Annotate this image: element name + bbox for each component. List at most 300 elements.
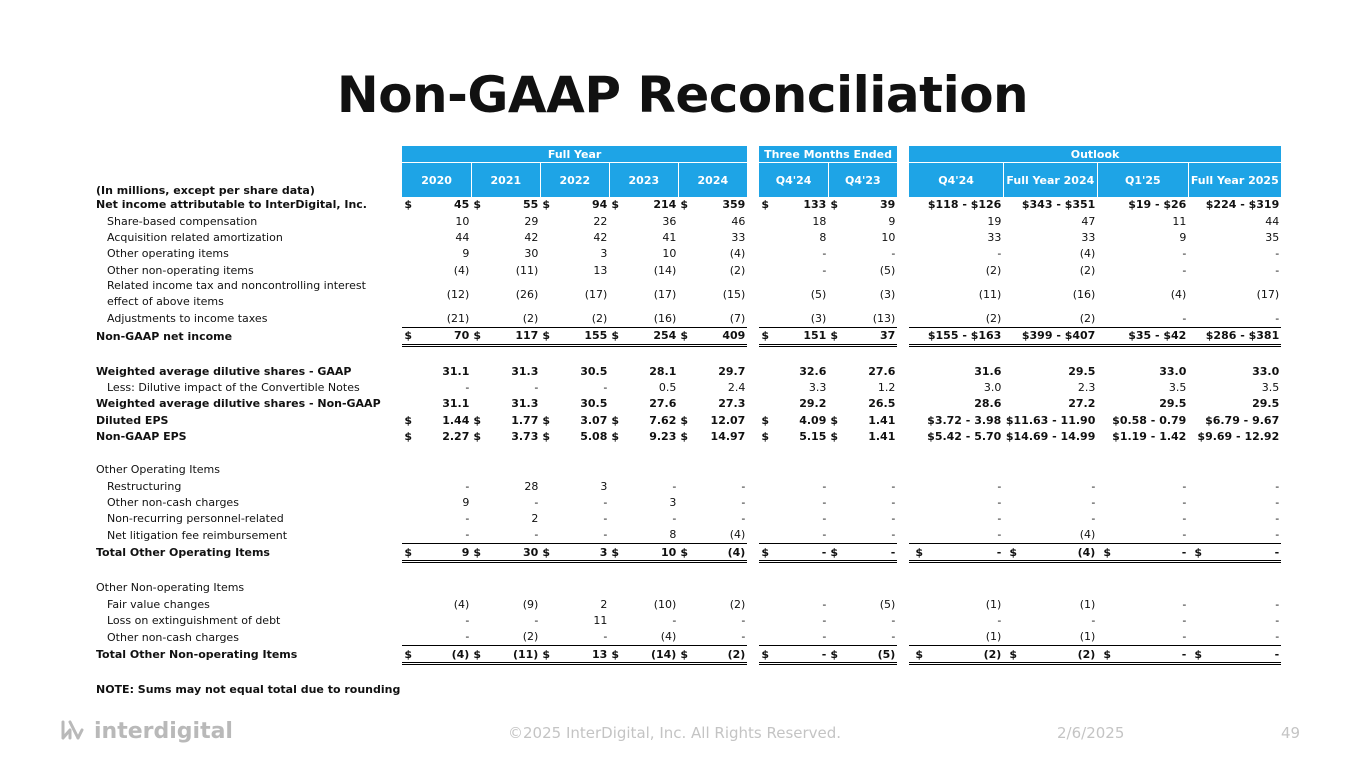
cell-value: - [534,613,539,627]
currency-symbol [678,379,692,395]
cell-value: 94 [592,198,608,212]
outlook-value: 19 [987,214,1002,228]
currency-symbol [471,612,485,628]
outlook-value: - [1091,479,1096,493]
column-gap [897,596,909,612]
cell-value: 3.3 [808,381,827,395]
outlook-value: - [1275,613,1280,627]
group-header-gap [897,146,909,163]
cell-value: (17) [584,287,608,301]
row-label [90,562,402,580]
outlook-value: - [1182,311,1187,325]
cell-value: 9.23 [649,430,677,443]
column-gap [897,363,909,379]
outlook-value: $19 - $26 [1128,198,1187,212]
outlook-value: (16) [1072,287,1096,301]
cell-value: - [603,495,608,509]
column-gap [747,363,759,379]
cell-value: 55 [523,198,539,212]
currency-symbol [678,527,692,544]
currency-symbol [540,396,554,412]
cell-value: 14.97 [710,430,746,443]
cell-value: (2) [591,311,608,325]
cell-value: - [672,512,677,526]
outlook-value: - [997,495,1002,509]
cell-value: 1.2 [877,381,896,395]
currency-symbol [759,478,773,494]
cell-value: 8 [669,528,677,542]
currency-symbol: $ [1103,545,1111,559]
cell-value: 30.5 [580,397,608,411]
outlook-value: 33.0 [1159,364,1187,378]
currency-symbol [828,379,842,395]
currency-symbol: $ [540,645,554,663]
cell-value: 117 [485,327,540,345]
cell-value: - [741,630,746,644]
currency-symbol [678,213,692,229]
table-row [90,478,1281,494]
cell-value: - [603,528,608,542]
currency-symbol [609,278,623,310]
currency-symbol: $ [471,327,485,345]
row-label: Other Non-operating Items [96,581,245,595]
cell-value: (2) [729,263,746,277]
currency-symbol [471,511,485,527]
cell-value: (3) [879,287,896,301]
currency-symbol: $ [680,198,688,212]
row-label: Weighted average dilutive shares - GAAP [96,364,352,378]
currency-symbol [540,612,554,628]
currency-symbol [828,494,842,510]
table-row [90,445,1281,462]
cell-value: (14) [623,645,678,663]
outlook-value: - [1275,311,1280,325]
outlook-value: (1) [1079,630,1096,644]
group-header-row [90,146,1281,163]
outlook-value: - [1275,630,1280,644]
cell-value: 133 [803,198,827,212]
currency-symbol: $ [473,413,481,427]
cell-value: 1.77 [511,413,539,427]
column-header-row [90,163,1281,197]
currency-symbol [402,629,416,646]
outlook-value: 3.5 [1168,381,1187,395]
cell-value: (4) [453,263,470,277]
cell-value: - [534,381,539,395]
currency-symbol [759,229,773,245]
column-gap [897,645,909,663]
row-empty-cells [402,664,1281,682]
currency-symbol: $ [540,327,554,345]
currency-symbol [828,629,842,646]
table-row [90,213,1281,229]
interdigital-logo-icon [60,718,90,744]
outlook-value: - [1275,263,1280,277]
currency-symbol [759,278,773,310]
cell-value: 46 [731,214,746,228]
cell-value: (14) [653,263,677,277]
currency-symbol [402,246,416,262]
currency-symbol [609,379,623,395]
cell-value: 70 [416,327,471,345]
column-gap [897,494,909,510]
cell-value: 3 [554,544,609,562]
cell-value: - [603,381,608,395]
currency-symbol: $ [830,198,838,212]
cell-value: 2.4 [727,381,746,395]
currency-symbol [678,596,692,612]
outlook-value-text: - [1274,545,1280,559]
table-subtitle: (In millions, except per share data) [96,183,315,197]
outlook-value: $343 - $351 [1021,198,1096,212]
cell-value: (2) [692,645,747,663]
currency-symbol: $ [761,198,769,212]
cell-value: 29 [524,214,539,228]
cell-value: 254 [623,327,678,345]
cell-value: 26.5 [868,397,896,411]
currency-symbol [402,213,416,229]
page-number: 49 [1281,724,1301,742]
currency-symbol [471,527,485,544]
cell-value: 41 [662,231,677,245]
currency-symbol [540,379,554,395]
cell-value: 30.5 [580,364,608,378]
currency-symbol: $ [830,413,838,427]
table-row [90,246,1281,262]
currency-symbol [609,527,623,544]
cell-value: 151 [773,327,828,345]
table-row [90,664,1281,682]
column-gap [747,412,759,428]
outlook-value [1003,645,1097,663]
currency-symbol [759,511,773,527]
column-header: Q4'24 [909,163,1003,197]
cell-value: 10 [623,544,678,562]
currency-symbol [471,262,485,278]
currency-symbol [471,246,485,262]
row-label: Loss on extinguishment of debt [107,613,281,627]
row-label: Non-GAAP net income [96,329,233,343]
table-row [90,327,1281,345]
currency-symbol: $ [828,544,842,562]
currency-symbol [678,511,692,527]
page-title: Non-GAAP Reconciliation [336,66,1029,124]
column-gap [747,494,759,510]
cell-value: 359 [722,198,746,212]
column-header: 2021 [471,163,540,197]
outlook-value: $3.72 - 3.98 [927,413,1002,427]
currency-symbol [540,310,554,327]
cell-value: - [822,512,827,526]
cell-value: - [672,479,677,493]
row-label: Restructuring [107,479,182,493]
currency-symbol: $ [402,645,416,663]
copyright-text: ©2025 InterDigital, Inc. All Rights Reserved. [508,724,842,742]
table-row [90,682,1281,698]
row-label [90,664,402,682]
row-empty-cells [402,682,1281,698]
currency-symbol [609,310,623,327]
row-label: Other non-cash charges [107,630,239,644]
cell-value: - [465,613,470,627]
outlook-value: - [997,528,1002,542]
outlook-value: $6.79 - 9.67 [1205,413,1280,427]
table-row [90,379,1281,395]
cell-value: (4) [416,645,471,663]
cell-value: 37 [842,327,897,345]
table-row [90,612,1281,628]
currency-symbol: $ [542,413,550,427]
cell-value: 27.6 [868,364,896,378]
row-empty-cells [402,580,1281,596]
column-gap [897,213,909,229]
outlook-value: (4) [1079,247,1096,261]
column-header: Q4'23 [828,163,897,197]
row-empty-cells [402,445,1281,462]
cell-value: - [822,495,827,509]
currency-symbol [759,527,773,544]
column-gap [897,310,909,327]
currency-symbol [828,363,842,379]
row-label [90,345,402,363]
cell-value: - [465,512,470,526]
column-gap [747,327,759,345]
currency-symbol: $ [611,413,619,427]
column-gap [747,629,759,646]
column-header: 2023 [609,163,678,197]
cell-value: - [603,512,608,526]
currency-symbol: $ [680,413,688,427]
cell-value: (5) [879,597,896,611]
column-gap [747,379,759,395]
outlook-value: $14.69 - 14.99 [1005,430,1096,443]
currency-symbol: $ [609,544,623,562]
outlook-value: - [1182,528,1187,542]
row-empty-cells [402,345,1281,363]
cell-value: - [822,247,827,261]
outlook-value: (11) [978,287,1002,301]
table-row [90,596,1281,612]
currency-symbol [540,494,554,510]
cell-value: (13) [872,311,896,325]
row-label: Other operating items [107,247,229,261]
outlook-value: - [997,479,1002,493]
column-gap [747,596,759,612]
currency-symbol [759,629,773,646]
outlook-value: (1) [1079,597,1096,611]
outlook-value: 33 [1081,231,1096,245]
outlook-value: (1) [985,597,1002,611]
cell-value: 30 [524,247,539,261]
cell-value: 10 [662,247,677,261]
currency-symbol [471,494,485,510]
row-label: Acquisition related amortization [107,231,283,245]
row-label: Net litigation fee reimbursement [107,528,288,542]
cell-value: 9 [462,495,470,509]
currency-symbol [609,629,623,646]
outlook-value [1188,544,1281,562]
outlook-value: 33 [987,231,1002,245]
cell-value: 2.27 [442,430,470,443]
currency-symbol [471,213,485,229]
group-header-outlook: Outlook [909,146,1281,163]
cell-value: - [891,495,896,509]
cell-value: 3.73 [511,430,539,443]
cell-value: - [891,479,896,493]
interdigital-logo [60,718,233,744]
outlook-value: 3.5 [1261,381,1280,395]
outlook-value: (4) [1079,528,1096,542]
cell-value: 31.1 [442,397,470,411]
outlook-value: 27.2 [1068,397,1096,411]
table-row [90,345,1281,363]
cell-value: - [891,613,896,627]
outlook-value: - [1182,613,1187,627]
currency-symbol [402,596,416,612]
currency-symbol: $ [759,645,773,663]
cell-value: - [891,247,896,261]
outlook-value: - [1182,630,1187,644]
currency-symbol [402,396,416,412]
cell-value: 31.1 [442,364,470,378]
cell-value: 27.6 [649,397,677,411]
outlook-value: $224 - $319 [1205,198,1280,212]
currency-symbol: $ [1009,545,1017,559]
outlook-value: 44 [1265,214,1280,228]
row-label: Non-GAAP EPS [96,430,187,443]
column-gap [897,278,909,310]
currency-symbol [609,478,623,494]
cell-value: (4) [692,544,747,562]
currency-symbol [540,229,554,245]
outlook-value-text: - [996,545,1002,559]
column-header: 2024 [678,163,747,197]
table-row [90,363,1281,379]
currency-symbol: $ [1103,647,1111,661]
cell-value: (2) [522,630,539,644]
cell-value: (9) [522,597,539,611]
currency-symbol [540,527,554,544]
outlook-value: - [1182,597,1187,611]
currency-symbol [540,246,554,262]
table-row [90,645,1281,663]
table-row [90,262,1281,278]
cell-value: 10 [881,231,896,245]
column-gap [747,262,759,278]
currency-symbol [540,278,554,310]
cell-value: 31.3 [511,364,539,378]
table-row [90,629,1281,646]
column-gap [897,197,909,213]
currency-symbol [402,379,416,395]
currency-symbol: $ [540,544,554,562]
currency-symbol: $ [761,413,769,427]
cell-value: - [822,613,827,627]
outlook-value: 9 [1179,231,1187,245]
cell-value: - [773,544,828,562]
cell-value: 31.3 [511,397,539,411]
outlook-value-text: - [1274,647,1280,661]
cell-value: 8 [819,231,827,245]
currency-symbol: $ [402,327,416,345]
currency-symbol [609,363,623,379]
outlook-value: $9.69 - 12.92 [1197,430,1280,443]
currency-symbol [828,213,842,229]
cell-value: - [741,479,746,493]
currency-symbol: $ [828,645,842,663]
cell-value: 27.3 [718,397,746,411]
currency-symbol [678,363,692,379]
outlook-value: 33.0 [1252,364,1280,378]
cell-value: (12) [446,287,470,301]
cell-value: - [603,630,608,644]
outlook-value: (2) [1079,263,1096,277]
outlook-value: (2) [985,311,1002,325]
outlook-value: - [1182,512,1187,526]
cell-value: 3 [600,247,608,261]
currency-symbol [402,527,416,544]
outlook-value: $399 - $407 [1003,327,1097,345]
group-header-three-months: Three Months Ended [759,146,897,163]
currency-symbol [609,213,623,229]
currency-symbol [759,379,773,395]
outlook-value: - [1182,247,1187,261]
column-gap [747,396,759,412]
row-label: Other non-cash charges [107,495,239,509]
column-gap [747,612,759,628]
currency-symbol [828,511,842,527]
cell-value: - [822,528,827,542]
column-header-gap [747,163,759,197]
currency-symbol [471,229,485,245]
cell-value: (21) [446,311,470,325]
outlook-value: - [1275,512,1280,526]
table-row [90,511,1281,527]
row-label: Total Other Non-operating Items [96,648,298,662]
row-label: Weighted average dilutive shares - Non-GAAP [96,397,381,411]
currency-symbol: $ [915,545,923,559]
currency-symbol: $ [680,430,688,443]
cell-value: - [741,613,746,627]
currency-symbol [678,310,692,327]
currency-symbol [828,246,842,262]
cell-value: 409 [692,327,747,345]
table-row [90,197,1281,213]
cell-value: (2) [522,311,539,325]
currency-symbol [402,494,416,510]
currency-symbol [471,478,485,494]
currency-symbol: $ [404,198,412,212]
cell-value: 214 [653,198,677,212]
column-gap [897,396,909,412]
outlook-value: - [1091,613,1096,627]
outlook-value [1097,544,1188,562]
row-label: Non-recurring personnel-related [107,512,284,526]
currency-symbol [828,310,842,327]
cell-value: 33 [731,231,746,245]
outlook-value: (2) [1079,311,1096,325]
column-header-gap [897,163,909,197]
table-row [90,278,1281,310]
cell-value: 3 [600,479,608,493]
currency-symbol: $ [1194,545,1202,559]
column-gap [897,327,909,345]
outlook-value: - [997,247,1002,261]
cell-value: (3) [810,311,827,325]
currency-symbol [828,396,842,412]
cell-value: 13 [593,263,608,277]
cell-value: - [465,479,470,493]
